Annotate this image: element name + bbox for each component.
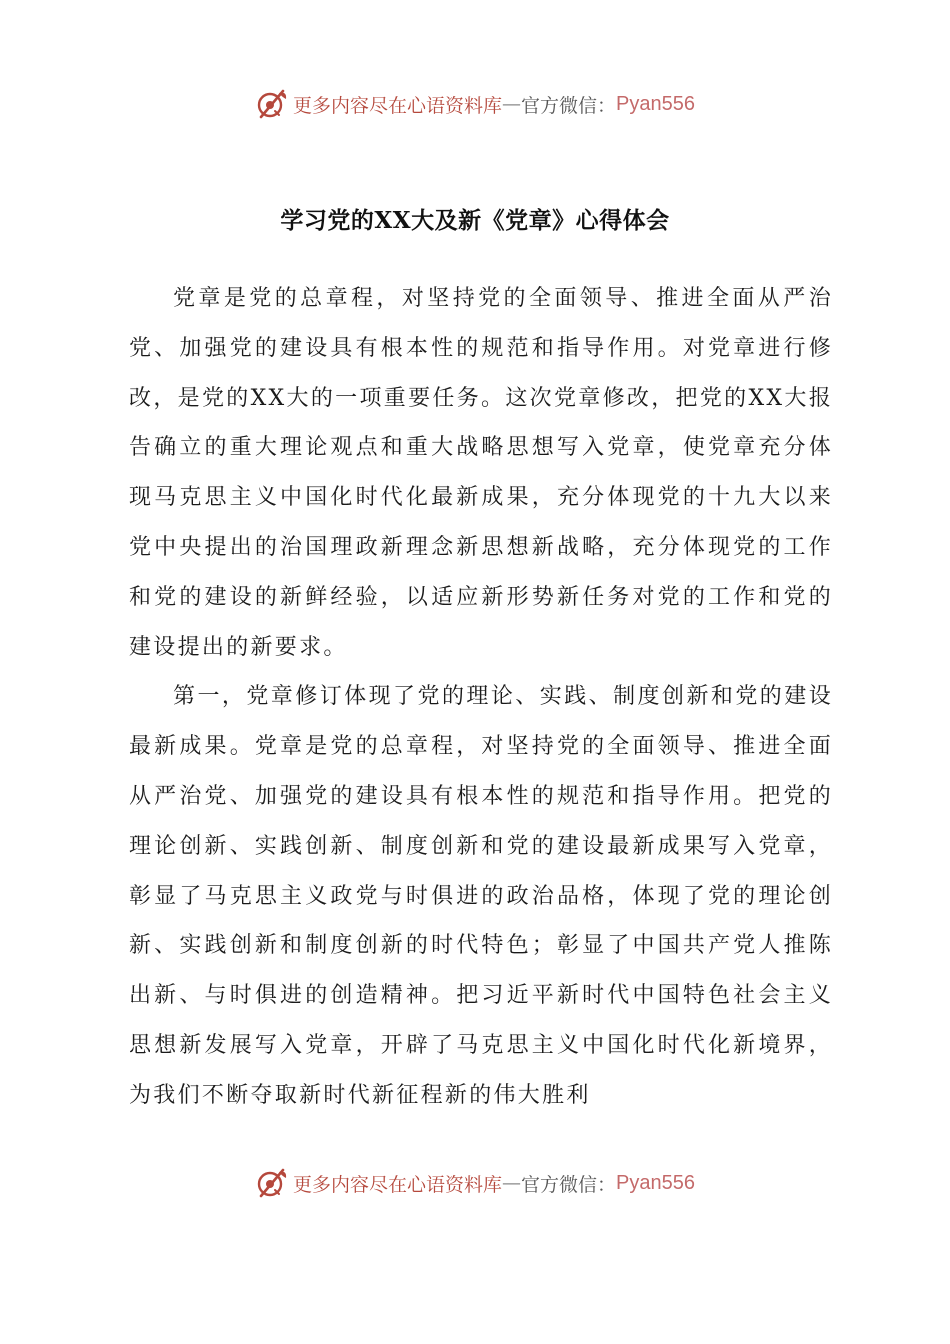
banner-main-text: 更多内容尽在心语资料库	[293, 94, 503, 117]
banner-dash: —	[502, 93, 522, 115]
banner-wechat-id: Pyan556	[616, 92, 695, 115]
quill-logo-icon	[255, 1166, 289, 1200]
banner-wechat-label: 官方微信：	[521, 94, 617, 117]
paragraph-2: 第一，党章修订体现了党的理论、实践、制度创新和党的建设最新成果。党章是党的总章程，对坚持党的全面领导、推进全面从严治党、加强党的建设具有根本性的规范和指导作用。把党的理论创新、实践创新、制度创新和党的建设最新成果写入党章，彰显了马克思主义政党与时俱进的政治品格，体现了党的理论创新、实践创新和制度创新的时代特色；彰显了中国共产党人推陈出新、与时俱进的创造精神。把习近平新时代中国特色社会主义思想新发展写入党章，开辟了马克思主义中国化时代化新境界，为我们不断夺取新时代新征程新的伟大胜利	[129, 684, 833, 1108]
banner-main-text: 更多内容尽在心语资料库	[293, 1173, 503, 1196]
document-title: 学习党的XX大及新《党章》心得体会	[280, 207, 670, 234]
quill-logo-icon	[255, 87, 289, 121]
footer-banner	[0, 1163, 950, 1203]
paragraph-1: 党章是党的总章程，对坚持党的全面领导、推进全面从严治党、加强党的建设具有根本性的规范和指导作用。对党章进行修改，是党的XX大的一项重要任务。这次党章修改，把党的XX大报告确立的重大理论观点和重大战略思想写入党章，使党章充分体现马克思主义中国化时代化最新成果，充分体现党的十九大以来党中央提出的治国理政新理念新思想新战略，充分体现党的工作和党的建设的新鲜经验，以适应新形势新任务对党的工作和党的建设提出的新要求。	[129, 286, 833, 660]
header-banner	[0, 84, 950, 124]
banner-wechat-label: 官方微信：	[521, 1173, 617, 1196]
banner-dash: —	[502, 1172, 522, 1194]
document-body	[129, 274, 833, 1121]
banner-wechat-id: Pyan556	[616, 1171, 695, 1194]
